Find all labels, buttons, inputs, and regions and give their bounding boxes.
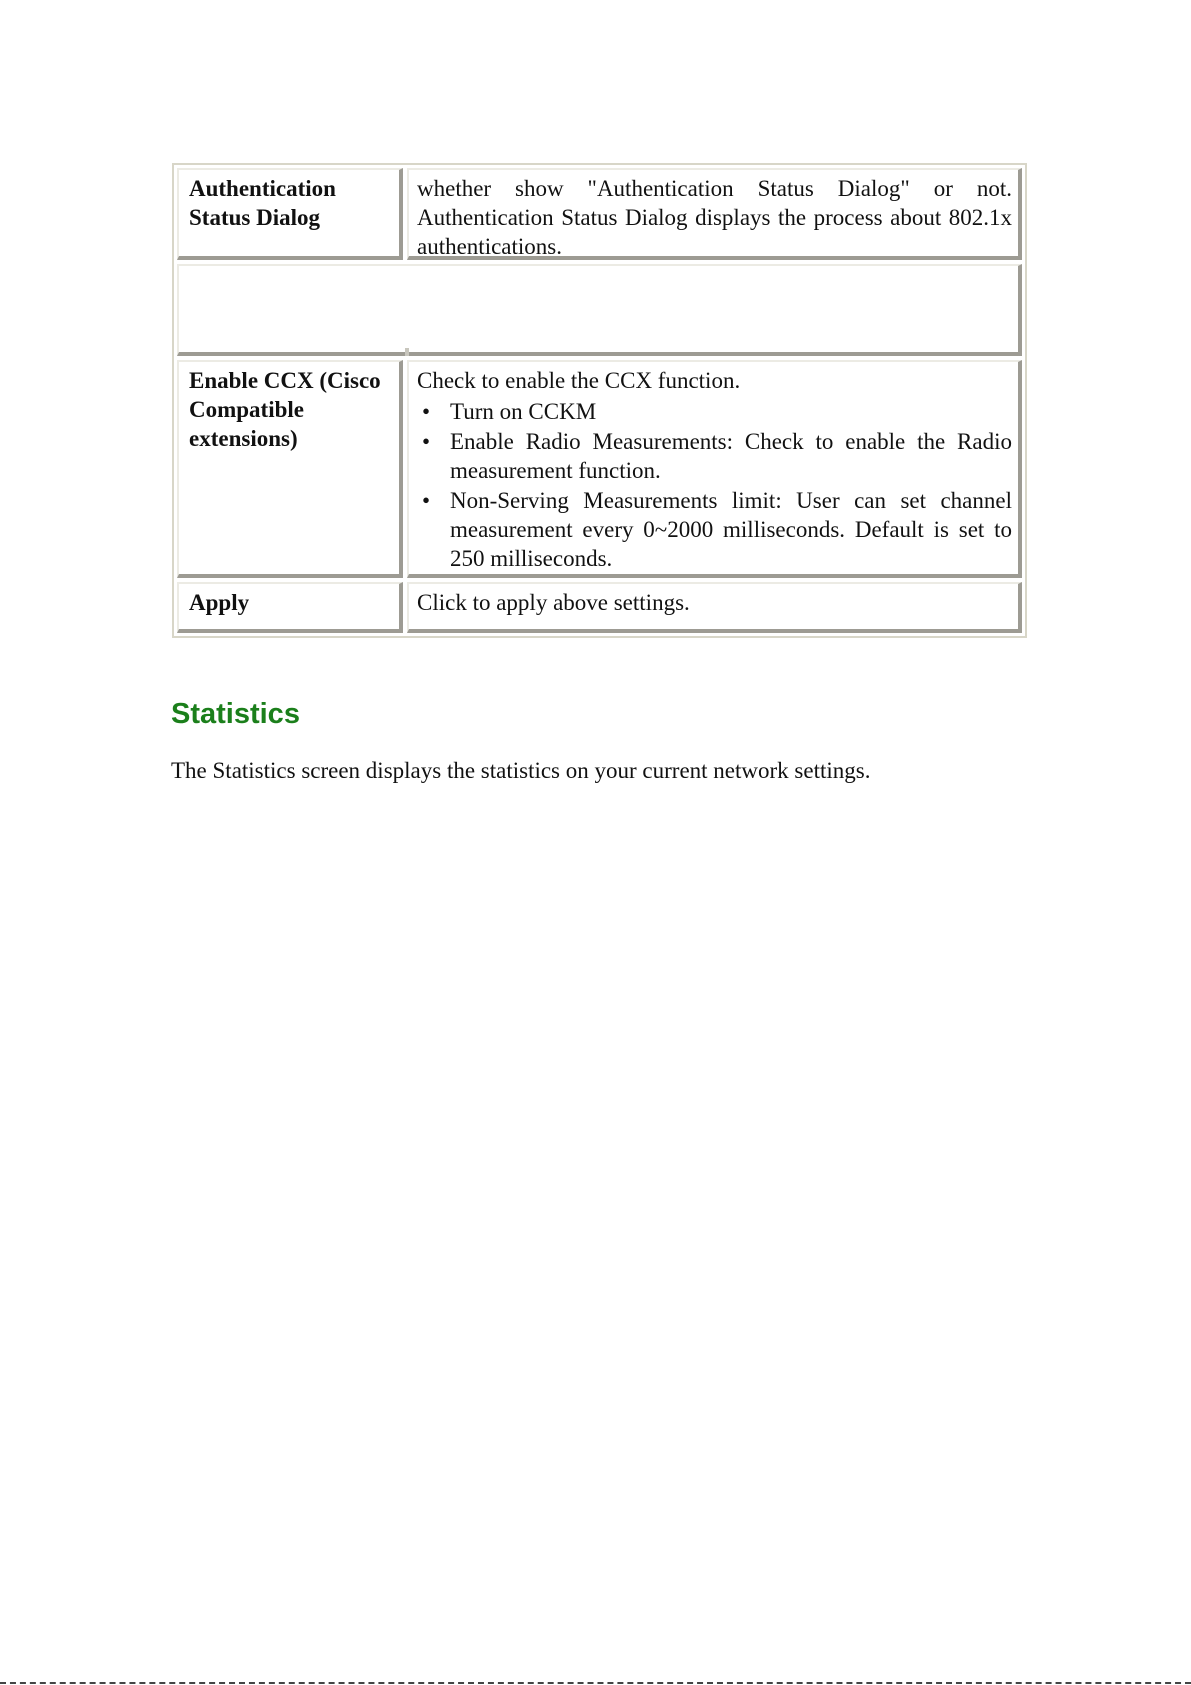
list-item-text: Enable Radio Measurements: Check to enable the Radio measurement function. [450, 429, 1012, 483]
bullet-icon: • [421, 399, 431, 424]
table-row-empty [177, 264, 1022, 356]
section-paragraph: The Statistics screen displays the statistics on your current network settings. [171, 758, 871, 783]
table-row-authentication-status-dialog [177, 168, 1022, 260]
row-description [407, 360, 1022, 578]
list-item-text: Turn on CCKM [450, 399, 597, 424]
row-intro: Check to enable the CCX function. [417, 368, 741, 393]
bullet-icon: • [421, 429, 431, 454]
settings-table [172, 163, 1027, 638]
row-label: Enable CCX (Cisco Compatible extensions) [177, 360, 403, 578]
list-item [417, 486, 1012, 573]
row-description: Click to apply above settings. [407, 582, 1022, 633]
bullet-icon: • [421, 488, 431, 513]
row-description: whether show "Authentication Status Dialog" or not. Authentication Status Dialog displays the process about 802.1x authentications. [407, 168, 1022, 260]
empty-table-cell [177, 264, 1022, 356]
row-label: Apply [177, 582, 403, 633]
table-row-enable-ccx [177, 360, 1022, 578]
table-row-apply [177, 582, 1022, 633]
row-label: Authentication Status Dialog [177, 168, 403, 260]
list-item [417, 427, 1012, 485]
list-item [417, 397, 1012, 426]
bullet-list [417, 397, 1012, 573]
page-bottom-divider [0, 1682, 1191, 1684]
cell-divider-notch [405, 348, 409, 356]
list-item-text: Non-Serving Measurements limit: User can set channel measurement every 0~2000 milliseconds. Default is set to 250 milliseconds. [450, 488, 1012, 571]
section-heading: Statistics [171, 698, 300, 730]
